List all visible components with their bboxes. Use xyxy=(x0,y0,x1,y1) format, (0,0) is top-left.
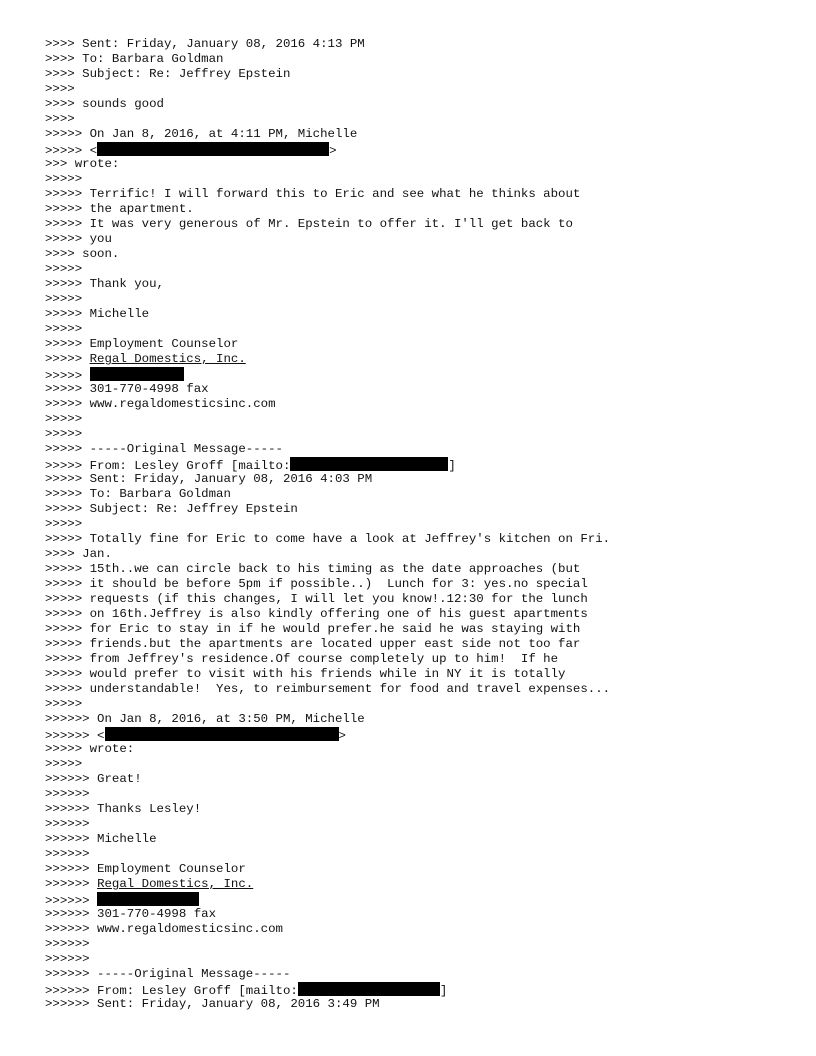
line-text: >>>>> 15th..we can circle back to his timing as the date approaches (but xyxy=(45,562,581,576)
line-text: >>>>>> xyxy=(45,817,90,831)
email-line xyxy=(45,397,610,412)
email-line xyxy=(45,802,610,817)
line-text: >>>>> xyxy=(45,412,83,426)
email-line xyxy=(45,697,610,712)
email-line xyxy=(45,427,610,442)
line-text: >>>>> Totally fine for Eric to come have a look at Jeffrey's kitchen on Fri. xyxy=(45,532,611,546)
email-line xyxy=(45,592,610,607)
email-line xyxy=(45,622,610,637)
line-text: >>>>> it should be before 5pm if possible..) Lunch for 3: yes.no special xyxy=(45,577,588,591)
email-line xyxy=(45,967,610,982)
email-line xyxy=(45,82,610,97)
line-text: >>>>> xyxy=(45,292,83,306)
email-line xyxy=(45,472,610,487)
line-text: >>>>> 301-770-4998 fax xyxy=(45,382,209,396)
line-text: >>>>>> From: Lesley Groff [mailto: xyxy=(45,984,298,998)
email-line xyxy=(45,982,610,997)
line-text: >>>>> To: Barbara Goldman xyxy=(45,487,231,501)
email-line xyxy=(45,817,610,832)
company-name-link[interactable]: Regal Domestics, Inc. xyxy=(97,877,254,891)
email-line xyxy=(45,322,610,337)
line-suffix: ] xyxy=(448,459,456,473)
line-text: >>>>>> On Jan 8, 2016, at 3:50 PM, Michelle xyxy=(45,712,365,726)
line-text: >>>>> It was very generous of Mr. Epstein to offer it. I'll get back to xyxy=(45,217,573,231)
email-line xyxy=(45,127,610,142)
email-line xyxy=(45,487,610,502)
line-text: >>>>> xyxy=(45,757,83,771)
email-line xyxy=(45,217,610,232)
line-text: >>>>> for Eric to stay in if he would prefer.he said he was staying with xyxy=(45,622,581,636)
email-line xyxy=(45,997,610,1012)
email-line xyxy=(45,172,610,187)
email-line xyxy=(45,937,610,952)
email-line xyxy=(45,67,610,82)
email-line xyxy=(45,952,610,967)
line-text: >>>>> friends.but the apartments are located upper east side not too far xyxy=(45,637,581,651)
line-text: >>>>> you xyxy=(45,232,112,246)
line-text: >>>>> xyxy=(45,369,90,383)
line-text: >>>> Subject: Re: Jeffrey Epstein xyxy=(45,67,291,81)
email-line xyxy=(45,847,610,862)
line-text: >>>>>> www.regaldomesticsinc.com xyxy=(45,922,283,936)
line-text: >>>>>> Great! xyxy=(45,772,142,786)
line-text: >>>>> xyxy=(45,322,83,336)
redaction-bar xyxy=(105,727,339,741)
email-thread-body xyxy=(45,37,610,1012)
email-line xyxy=(45,37,610,52)
redaction-bar xyxy=(90,367,184,381)
line-text: >>>>>> -----Original Message----- xyxy=(45,967,291,981)
line-text: >>>>> would prefer to visit with his friends while in NY it is totally xyxy=(45,667,566,681)
email-line xyxy=(45,832,610,847)
line-text: >>>>>> xyxy=(45,847,90,861)
line-text: >>>>> www.regaldomesticsinc.com xyxy=(45,397,276,411)
company-name-link[interactable]: Regal Domestics, Inc. xyxy=(89,352,246,366)
line-text: >>>>>> xyxy=(45,894,98,908)
email-line xyxy=(45,757,610,772)
line-text: >>>> To: Barbara Goldman xyxy=(45,52,224,66)
email-line xyxy=(45,367,610,382)
line-suffix: > xyxy=(338,729,346,743)
line-text: >>>>> Sent: Friday, January 08, 2016 4:03 PM xyxy=(45,472,373,486)
line-text: >>>> Jan. xyxy=(45,547,112,561)
email-line xyxy=(45,502,610,517)
line-text: >>>>> requests (if this changes, I will let you know!.12:30 for the lunch xyxy=(45,592,588,606)
email-line xyxy=(45,382,610,397)
line-text: >>>>>> xyxy=(45,877,98,891)
redaction-bar xyxy=(290,457,448,471)
line-text: >>>>> Terrific! I will forward this to Eric and see what he thinks about xyxy=(45,187,581,201)
line-text: >>>>> Thank you, xyxy=(45,277,164,291)
email-line xyxy=(45,772,610,787)
email-line xyxy=(45,202,610,217)
line-text: >>>>> xyxy=(45,427,83,441)
email-line xyxy=(45,922,610,937)
line-text: >>>>>> xyxy=(45,952,90,966)
email-line xyxy=(45,142,610,157)
email-line xyxy=(45,787,610,802)
email-line xyxy=(45,337,610,352)
line-text: >>>>>> xyxy=(45,937,90,951)
email-line xyxy=(45,577,610,592)
line-text: >>>>> < xyxy=(45,144,98,158)
email-line xyxy=(45,52,610,67)
redaction-bar xyxy=(97,142,329,156)
email-line xyxy=(45,547,610,562)
line-text: >>>> xyxy=(45,82,75,96)
email-line xyxy=(45,247,610,262)
line-suffix: ] xyxy=(439,984,448,998)
line-text: >>>>>> Thanks Lesley! xyxy=(45,802,202,816)
email-line xyxy=(45,607,610,622)
line-text: >>>>> Employment Counselor xyxy=(45,337,239,351)
email-line xyxy=(45,862,610,877)
email-line xyxy=(45,562,610,577)
line-text: >>>>>> xyxy=(45,787,90,801)
email-line xyxy=(45,307,610,322)
email-line xyxy=(45,277,610,292)
line-text: >>>>>> 301-770-4998 fax xyxy=(45,907,217,921)
line-text: >>>>> from Jeffrey's residence.Of course completely up to him! If he xyxy=(45,652,559,666)
email-line xyxy=(45,292,610,307)
line-text: >>>>>> Employment Counselor xyxy=(45,862,246,876)
line-text: >>> wrote: xyxy=(45,157,120,171)
line-text: >>>>>> < xyxy=(45,729,105,743)
line-text: >>>>> xyxy=(45,172,83,186)
email-line xyxy=(45,352,610,367)
line-text: >>>>>> Sent: Friday, January 08, 2016 3:49 PM xyxy=(45,997,380,1011)
email-line xyxy=(45,712,610,727)
email-line xyxy=(45,412,610,427)
line-text: >>>>> xyxy=(45,262,83,276)
line-text: >>>>> From: Lesley Groff [mailto: xyxy=(45,459,291,473)
email-line xyxy=(45,907,610,922)
line-text: >>>>> understandable! Yes, to reimbursement for food and travel expenses... xyxy=(45,682,611,696)
email-line xyxy=(45,727,610,742)
email-line xyxy=(45,682,610,697)
line-text: >>>>> the apartment. xyxy=(45,202,194,216)
email-line xyxy=(45,637,610,652)
email-line xyxy=(45,532,610,547)
email-line xyxy=(45,442,610,457)
line-text: >>>>>> Michelle xyxy=(45,832,157,846)
redaction-bar xyxy=(298,982,440,996)
email-line xyxy=(45,892,610,907)
line-text: >>>>> Subject: Re: Jeffrey Epstein xyxy=(45,502,298,516)
line-text: >>>> soon. xyxy=(45,247,120,261)
email-line xyxy=(45,517,610,532)
line-text: >>>> Sent: Friday, January 08, 2016 4:13 PM xyxy=(45,37,365,51)
line-text: >>>>> -----Original Message----- xyxy=(45,442,283,456)
line-text: >>>> xyxy=(45,112,75,126)
line-text: >>>>> on 16th.Jeffrey is also kindly offering one of his guest apartments xyxy=(45,607,588,621)
line-text: >>>> sounds good xyxy=(45,97,164,111)
email-line xyxy=(45,877,610,892)
email-line xyxy=(45,652,610,667)
email-line xyxy=(45,232,610,247)
line-suffix: > xyxy=(329,144,337,158)
email-line xyxy=(45,112,610,127)
email-line xyxy=(45,187,610,202)
line-text: >>>>> xyxy=(45,517,83,531)
redaction-bar xyxy=(97,892,199,906)
email-line xyxy=(45,157,610,172)
email-line xyxy=(45,457,610,472)
email-line xyxy=(45,667,610,682)
line-text: >>>>> xyxy=(45,697,83,711)
line-text: >>>>> wrote: xyxy=(45,742,135,756)
line-text: >>>>> Michelle xyxy=(45,307,150,321)
line-text: >>>>> On Jan 8, 2016, at 4:11 PM, Michelle xyxy=(45,127,358,141)
email-line xyxy=(45,97,610,112)
line-text: >>>>> xyxy=(45,352,90,366)
email-line xyxy=(45,262,610,277)
email-line xyxy=(45,742,610,757)
